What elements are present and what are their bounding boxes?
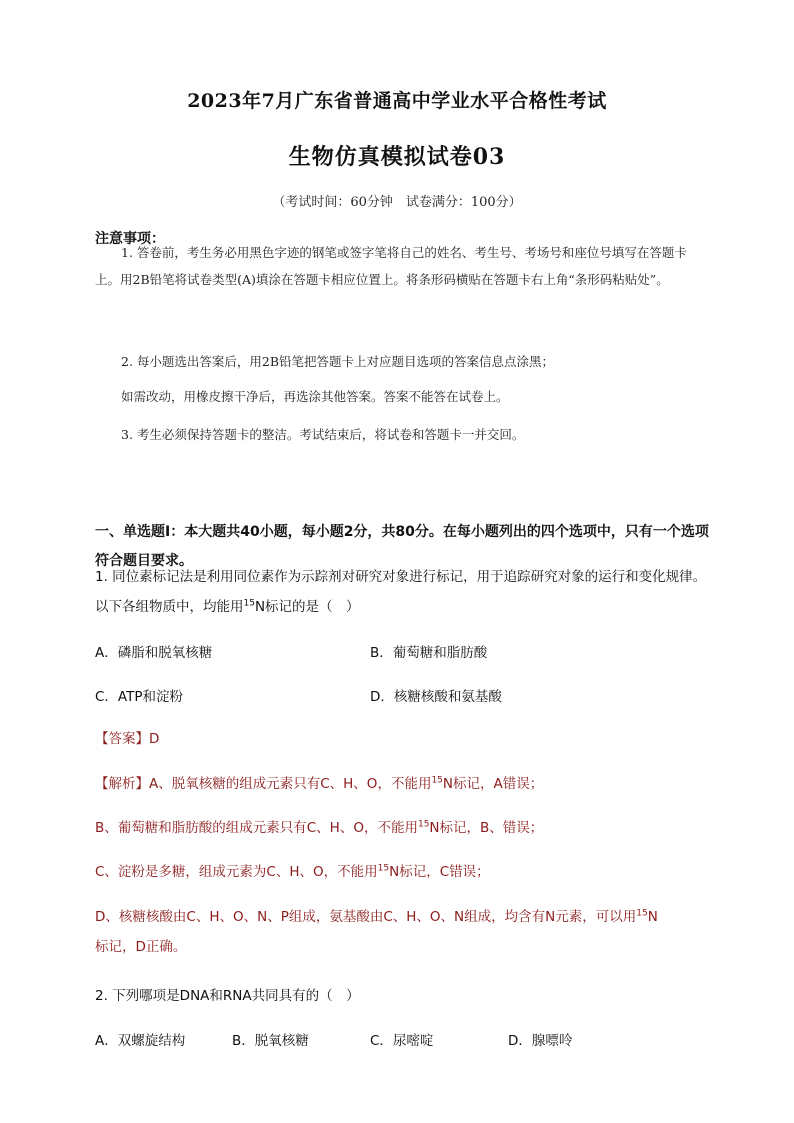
section-heading: 一、单选题Ⅰ：本大题共40小题，每小题2分，共80分。在每小题列出的四个选项中，只有一个选项符合题目要求。 — [95, 524, 709, 569]
notice-item-2-continued: 如需改动，用橡皮擦干净后，再选涂其他答案。答案不能答在试卷上。 — [121, 389, 509, 404]
notice-item-1: 1. 答卷前，考生务必用黑色字迹的钢笔或签字笔将自己的姓名、考生号、考场号和座位号填写在答题卡上。用2B铅笔将试卷类型(A)填涂在答题卡相应位置上。将条形码横贴在答题卡右上角“条形码粘贴处”。 — [95, 245, 687, 287]
notice-heading: 注意事项： — [95, 231, 165, 247]
q1-analysis-line-4: D、核糖核酸由C、H、O、N、P组成，氨基酸由C、H、O、N组成，均含有N元素，可以用$^{15}$N 标记，D正确。 — [95, 908, 658, 955]
q2-option-a: A．双螺旋结构 — [95, 1033, 186, 1049]
q1-analysis-line-2: B、葡萄糖和脂肪酸的组成元素只有C、H、O，不能用$^{15}$N标记，B、错误； — [95, 819, 544, 836]
notice-list — [95, 235, 707, 293]
q1-answer: 【答案】D — [95, 731, 160, 747]
question-1-stem: 1. 同位素标记法是利用同位素作为示踪剂对研究对象进行标记，用于追踪研究对象的运行和变化规律。以下各组物质中，均能用$^{15}$N标记的是（ ） — [95, 569, 707, 615]
q2-option-c: C．尿嘧啶 — [370, 1033, 434, 1049]
paper-title: 生物仿真模拟试卷03 — [288, 144, 506, 170]
exam-info: （考试时间：60分钟 试卷满分：100分） — [272, 195, 522, 210]
q1-option-a: A．磷脂和脱氧核糖 — [95, 645, 213, 661]
notice-item-2: 2. 每小题选出答案后，用2B铅笔把答题卡上对应题目选项的答案信息点涂黑； — [121, 354, 555, 369]
q2-option-d: D．腺嘌呤 — [508, 1033, 573, 1049]
q1-option-b: B．葡萄糖和脂肪酸 — [370, 645, 488, 661]
exam-title: 2023年7月广东省普通高中学业水平合格性考试 — [187, 90, 607, 112]
notice-item-3: 3. 考生必须保持答题卡的整洁。考试结束后，将试卷和答题卡一并交回。 — [121, 427, 525, 442]
q1-option-d: D．核糖核酸和氨基酸 — [370, 689, 502, 705]
question-2-stem: 2. 下列哪项是DNA和RNA共同具有的（ ） — [95, 988, 360, 1004]
q2-option-b: B．脱氧核糖 — [232, 1033, 309, 1049]
q1-analysis-line-3: C、淀粉是多糖，组成元素为C、H、O，不能用$^{15}$N标记，C错误； — [95, 863, 490, 880]
q1-analysis-line-1: 【解析】A、脱氧核糖的组成元素只有C、H、O，不能用$^{15}$N标记，A错误； — [95, 775, 544, 792]
q1-option-c: C．ATP和淀粉 — [95, 689, 184, 705]
